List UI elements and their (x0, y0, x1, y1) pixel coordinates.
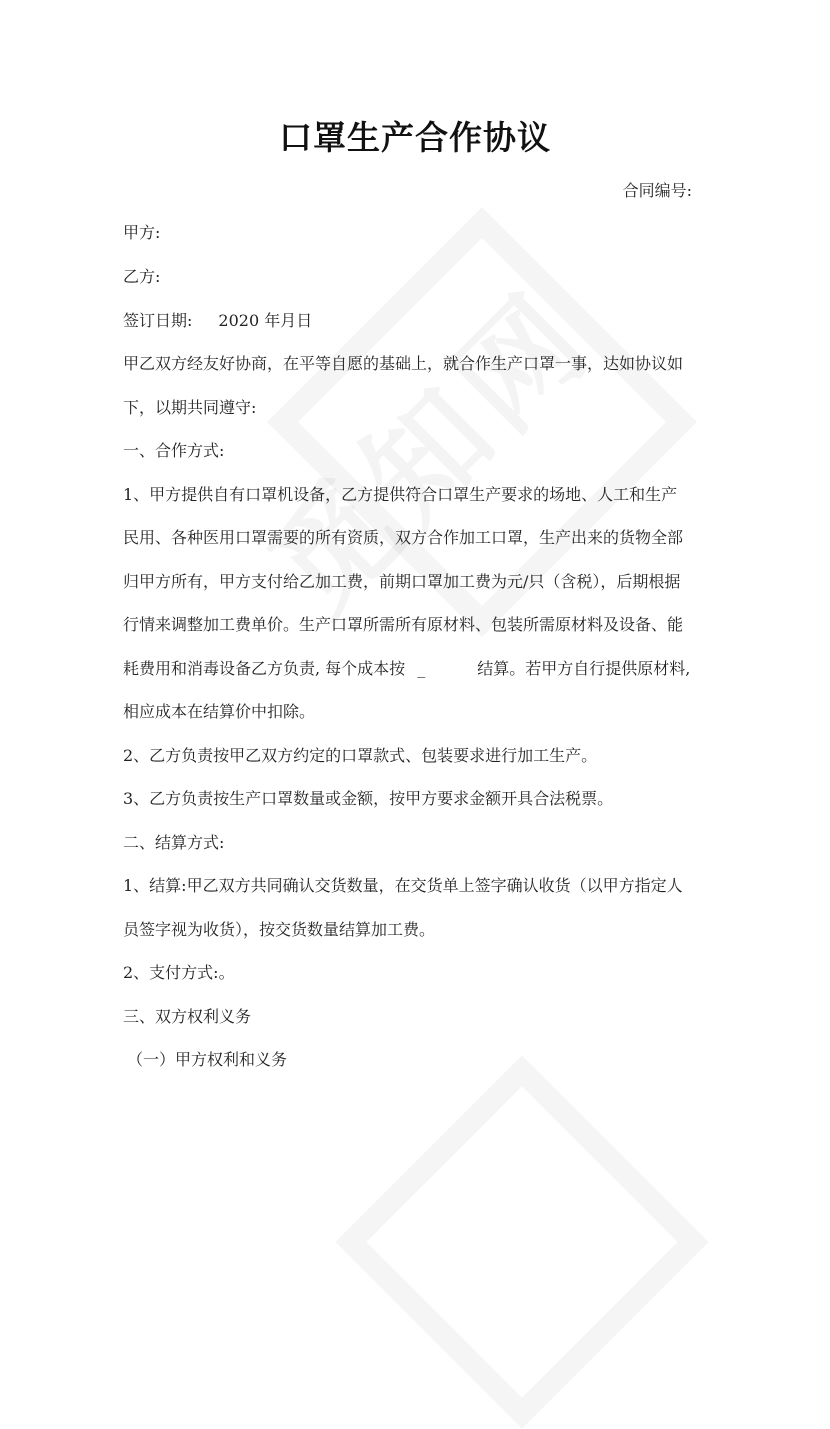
clause-1-1-line-3: 归甲方所有，甲方支付给乙加工费，前期口罩加工费为元/只（含税），后期根据 (123, 572, 681, 591)
section-1-heading: 一、合作方式: (123, 441, 225, 460)
section-3-heading: 三、双方权利义务 (123, 1007, 252, 1026)
watermark-diamond-bottom (335, 1055, 708, 1428)
preamble-line-1: 甲乙双方经友好协商，在平等自愿的基础上，就合作生产口罩一事，达如协议如 (123, 354, 684, 373)
clause-1-2: 2、乙方负责按甲乙双方约定的口罩款式、包装要求进行加工生产。 (123, 746, 598, 765)
clause-1-3: 3、乙方负责按生产口罩数量或金额，按甲方要求金额开具合法税票。 (123, 789, 614, 808)
sign-date-label: 签订日期: (123, 311, 193, 330)
clause-2-1-line-2: 员签字视为收货），按交货数量结算加工费。 (123, 920, 436, 939)
clause-text-before-blank: 耗费用和消毒设备乙方负责, 每个成本按 (123, 659, 406, 678)
sign-date-row (123, 311, 312, 331)
preamble-line-2: 下，以期共同遵守: (123, 398, 257, 417)
subsection-3-1-heading: （一）甲方权利和义务 (127, 1050, 288, 1069)
clause-1-1-line-2: 民用、各种医用口罩需要的所有资质，双方合作加工口罩，生产出来的货物全部 (123, 528, 684, 547)
clause-1-1-line-6: 相应成本在结算价中扣除。 (123, 702, 316, 721)
clause-1-1-line-4: 行情来调整加工费单价。生产口罩所需所有原材料、包装所需原材料及设备、能 (123, 615, 684, 634)
clause-1-1-line-5 (123, 659, 690, 679)
contract-number-label: 合同编号: (622, 181, 692, 200)
party-b-label: 乙方: (123, 267, 161, 286)
fill-in-blank: _ (417, 659, 426, 678)
clause-2-2: 2、支付方式:。 (123, 963, 235, 982)
sign-date-value: 2020 年月日 (218, 311, 313, 330)
section-2-heading: 二、结算方式: (123, 833, 225, 852)
clause-text-after-blank: 结算。若甲方自行提供原材料, (477, 659, 691, 678)
clause-2-1-line-1: 1、结算:甲乙双方共同确认交货数量，在交货单上签字确认收货（以甲方指定人 (123, 876, 683, 895)
document-title: 口罩生产合作协议 (279, 118, 551, 157)
party-a-label: 甲方: (123, 223, 161, 242)
clause-1-1-line-1: 1、甲方提供自有口罩机设备，乙方提供符合口罩生产要求的场地、人工和生产 (123, 485, 678, 504)
